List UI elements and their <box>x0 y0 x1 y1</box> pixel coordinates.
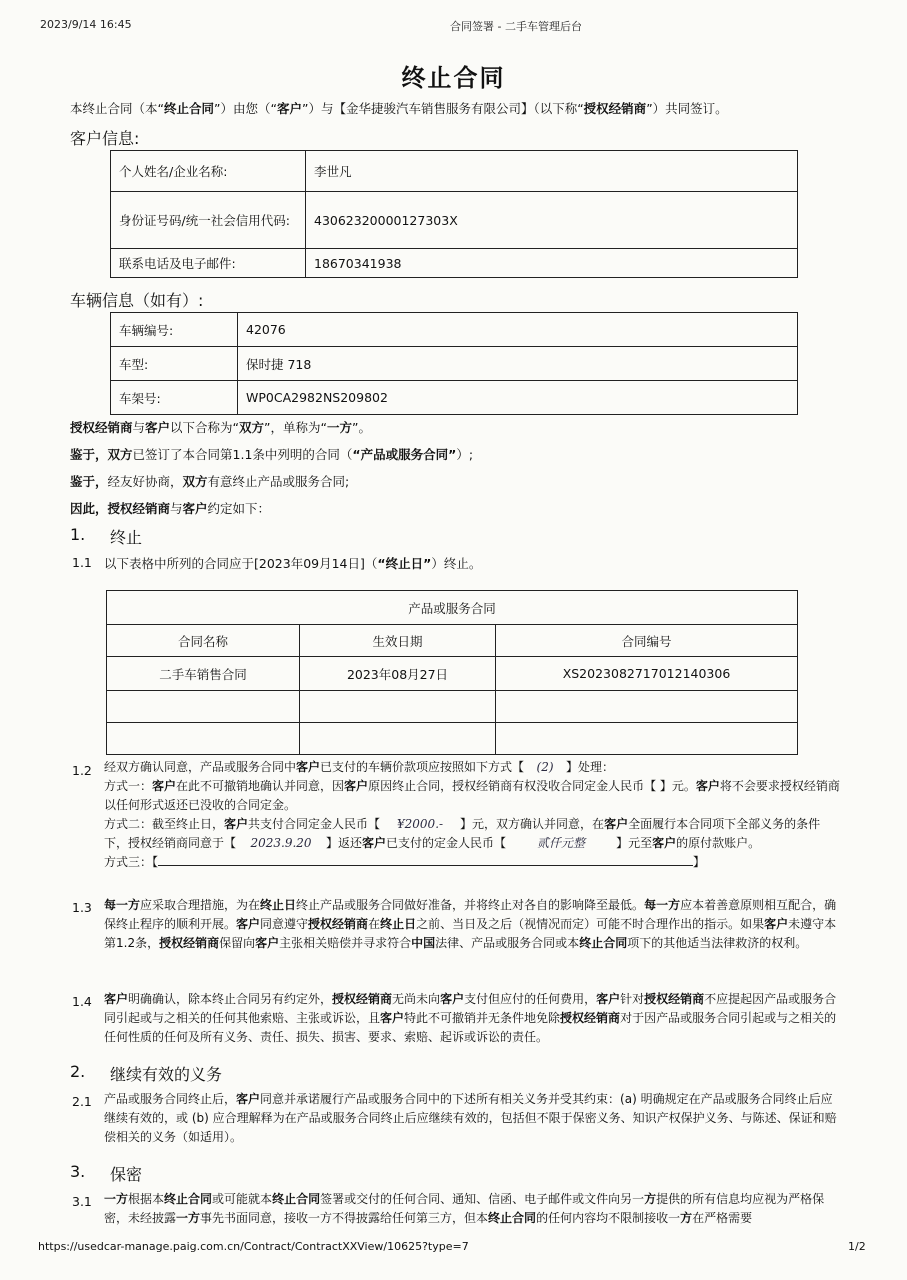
clause-1-2: 经双方确认同意，产品或服务合同中客户已支付的车辆价款项应按照如下方式【 (2) 】处理： 方式一：客户在此不可撤销地确认并同意，因客户原因终止合同，授权经销商有权没收合同定金人民币【 】元。客户将不会要求授权经销商以任何形式返还已没收的合同定金。 方式二：截至终止日，客户共支付合同定金人民币【 ¥2000.- 】元，双方确认并同意，在客户全面履行本合同项下全部义务的条件下，授权经销商同意于【 2023.9.20 】返还客户已支付的定金人民币【 贰仟元整 】元至客户的原付款账户。 方式三：【 】 <box>104 760 840 869</box>
clause-number: 1.1 <box>72 555 92 570</box>
recital-whereas-1: 鉴于，双方已签订了本合同第1.1条中列明的合同（“产品或服务合同”）; <box>70 447 474 462</box>
field-value: 18670341938 <box>306 249 798 278</box>
field-value: WP0CA2982NS209802 <box>238 381 798 415</box>
clause-1-1: 以下表格中所列的合同应于[2023年09月14日]（“终止日”）终止。 <box>104 556 482 571</box>
column-header: 合同编号 <box>496 625 798 657</box>
table-row <box>111 381 798 415</box>
section-3-number: 3. <box>70 1162 86 1181</box>
table-row <box>107 691 798 723</box>
table-cell <box>107 723 300 755</box>
table-caption: 产品或服务合同 <box>107 591 798 625</box>
table-row <box>107 657 798 691</box>
document-title: 终止合同 <box>401 64 506 92</box>
print-datetime: 2023/9/14 16:45 <box>40 18 132 31</box>
handwritten-refund-amount: 贰仟元整 <box>537 836 586 850</box>
field-label: 车架号: <box>111 381 238 415</box>
clause-number: 1.2 <box>72 763 92 778</box>
clause-2-1: 产品或服务合同终止后，客户同意并承诺履行产品或服务合同中的下述所有相关义务并受其约束：(a) 明确规定在产品或服务合同终止后应继续有效的，或 (b) 应合理解释为在产品或服务合同终止后应继续有效的，包括但不限于保密义务、知识产权保护义务、与陈述、保证和赔偿相关的义务（如适用）。 <box>104 1092 837 1144</box>
customer-info-table <box>110 150 798 278</box>
field-label: 车辆编号: <box>111 313 238 347</box>
section-2-title: 继续有效的义务 <box>110 1065 223 1084</box>
clause-3-1: 一方根据本终止合同或可能就本终止合同签署或交付的任何合同、通知、信函、电子邮件或文件向另一方提供的所有信息均应视为严格保密，未经披露一方事先书面同意，接收一方不得披露给任何第三方，但本终止合同的任何内容均不限制接收一方在严格需要 <box>104 1192 825 1225</box>
clause-1-4: 客户明确确认，除本终止合同另有约定外，授权经销商无尚未向客户支付但应付的任何费用，客户针对授权经销商不应提起因产品或服务合同引起或与之相关的任何其他索赔、主张或诉讼，且客户特此不可撤销并无条件地免除授权经销商对于因产品或服务合同引起或与之相关的任何性质的任何及所有义务、责任、损失、损害、要求、索赔、起诉或诉讼的责任。 <box>104 992 837 1044</box>
clause-number: 2.1 <box>72 1094 92 1109</box>
table-row <box>111 347 798 381</box>
table-cell <box>300 691 496 723</box>
field-label: 个人姓名/企业名称: <box>111 151 306 192</box>
field-value: 42076 <box>238 313 798 347</box>
handwritten-mode: (2) <box>536 760 554 774</box>
section-2-number: 2. <box>70 1062 86 1081</box>
field-value: 保时捷 718 <box>238 347 798 381</box>
table-caption-row <box>107 591 798 625</box>
recital-parties: 授权经销商与客户以下合称为“双方”，单称为“一方”。 <box>70 420 371 435</box>
table-cell <box>496 723 798 755</box>
column-header: 合同名称 <box>107 625 300 657</box>
section-1-number: 1. <box>70 525 86 544</box>
field-label: 联系电话及电子邮件: <box>111 249 306 278</box>
page-number: 1/2 <box>848 1240 866 1253</box>
table-cell: XS2023082717012140306 <box>496 657 798 691</box>
handwritten-deposit-amount: ¥2000.- <box>397 817 444 831</box>
table-row <box>111 151 798 192</box>
table-cell <box>107 691 300 723</box>
terminated-contracts-table <box>106 590 798 755</box>
clause-number: 1.3 <box>72 900 92 915</box>
section-3-title: 保密 <box>110 1165 143 1184</box>
page-url: https://usedcar-manage.paig.com.cn/Contract/ContractXXView/10625?type=7 <box>38 1240 469 1253</box>
recital-whereas-2: 鉴于，经友好协商，双方有意终止产品或服务合同; <box>70 474 350 489</box>
table-cell <box>496 691 798 723</box>
clause-number: 1.4 <box>72 994 92 1009</box>
table-row <box>107 723 798 755</box>
handwritten-refund-date: 2023.9.20 <box>250 836 312 850</box>
table-row <box>111 192 798 249</box>
table-cell: 二手车销售合同 <box>107 657 300 691</box>
field-label: 身份证号码/统一社会信用代码: <box>111 192 306 249</box>
clause-number: 3.1 <box>72 1194 92 1209</box>
vehicle-info-heading: 车辆信息（如有）: <box>70 291 204 310</box>
field-label: 车型: <box>111 347 238 381</box>
intro-paragraph: 本终止合同（本“终止合同”）由您（“客户”）与【金华捷骏汽车销售服务有限公司】（以下称“授权经销商”）共同签订。 <box>70 101 728 116</box>
section-1-title: 终止 <box>110 528 143 547</box>
blank-line <box>158 853 693 866</box>
table-cell <box>300 723 496 755</box>
field-value: 43062320000127303X <box>306 192 798 249</box>
clause-1-3: 每一方应采取合理措施，为在终止日终止产品或服务合同做好准备，并将终止对各自的影响降至最低。每一方应本着善意原则相互配合，确保终止程序的顺利开展。客户同意遵守授权经销商在终止日之前、当日及之后（视情况而定）可能不时合理作出的指示。如果客户未遵守本第1.2条，授权经销商保留向客户主张相关赔偿并寻求符合中国法律、产品或服务合同或本终止合同项下的其他适当法律救济的权利。 <box>104 898 837 950</box>
customer-info-heading: 客户信息: <box>70 129 140 148</box>
table-cell: 2023年08月27日 <box>300 657 496 691</box>
recital-therefore: 因此，授权经销商与客户约定如下： <box>70 501 271 516</box>
table-row <box>111 249 798 278</box>
field-value: 李世凡 <box>306 151 798 192</box>
table-row <box>111 313 798 347</box>
vehicle-info-table <box>110 312 798 415</box>
site-title: 合同签署 - 二手车管理后台 <box>450 20 582 33</box>
column-header: 生效日期 <box>300 625 496 657</box>
table-header-row <box>107 625 798 657</box>
